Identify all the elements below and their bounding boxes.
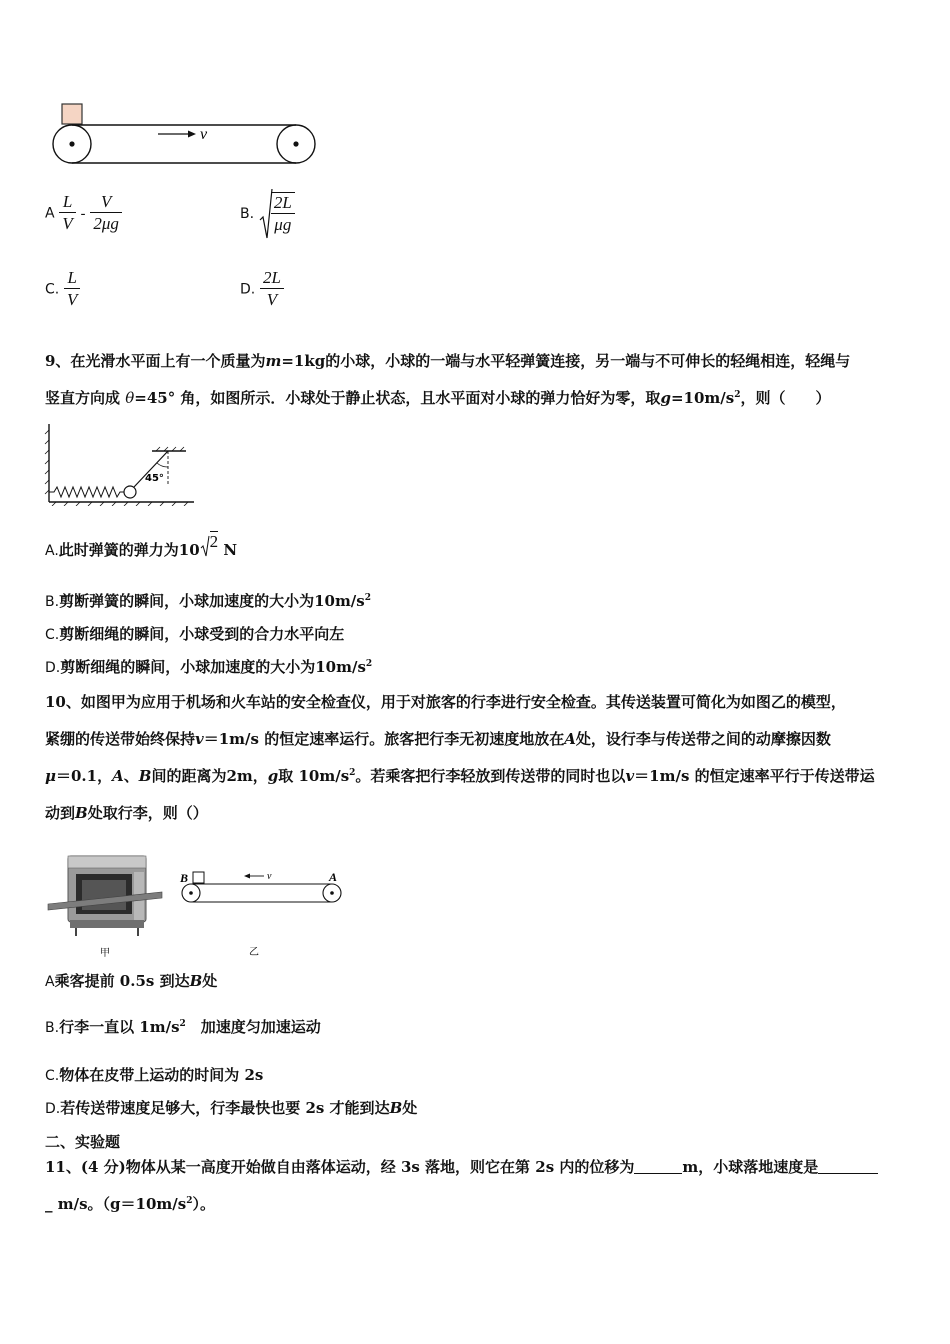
answer-blank-2[interactable] [818, 1159, 878, 1174]
velocity-label: v [200, 126, 208, 143]
option-text: 若传送带速度足够大，行李最快也要 2s 才能到达 [60, 1099, 390, 1117]
sqrt-radicand: 2 [209, 532, 219, 551]
var-A: A [564, 730, 576, 748]
denominator: 2μg [93, 214, 119, 233]
denominator: μg [274, 215, 292, 234]
text: m/s。（g＝10m/s [52, 1195, 187, 1213]
text: 竖直方向成 [45, 389, 126, 407]
option-letter: A. [45, 543, 59, 559]
scanner-base [70, 920, 144, 928]
text: =45° 角，如图所示．小球处于静止状态，且水平面对小球的弹力恰好为零，取 [134, 389, 661, 407]
q11-stem-line1 [45, 1157, 878, 1177]
var-B: B [189, 972, 203, 990]
option-letter: D. [45, 1101, 61, 1117]
spring [49, 487, 124, 497]
fraction [59, 192, 75, 235]
var-g: g [267, 767, 279, 785]
q9-option-c[interactable] [45, 624, 344, 645]
option-letter: A [45, 205, 55, 222]
q9-option-a[interactable] [45, 532, 238, 561]
text: 取 10m/s [278, 767, 350, 785]
spring-rope-figure-q9 [44, 420, 196, 506]
superscript: 2 [349, 768, 356, 778]
security-scanner-figure [46, 852, 164, 962]
scanner-top-panel [68, 856, 146, 868]
fraction [90, 192, 122, 235]
option-letter: C. [45, 1068, 60, 1084]
var-B: B [138, 767, 152, 785]
option-letter: D. [240, 281, 256, 298]
point-label-B: B [180, 871, 189, 885]
point-label-A: A [329, 870, 338, 884]
text: 11、(4 分)物体从某一高度开始做自由落体运动，经 3s 落地，则它在第 2s 内的位移为 [45, 1158, 635, 1176]
var-v: v [195, 730, 204, 748]
text: ＝1m/s 的恒定速率平行于传送带运 [634, 767, 875, 785]
option-text: 处 [202, 972, 218, 990]
fraction [271, 192, 295, 236]
option-letter: A [45, 974, 55, 990]
option-letter: C. [45, 627, 60, 643]
var-B: B [75, 804, 88, 822]
block [62, 104, 82, 124]
option-text: 剪断细绳的瞬间，小球受到的合力水平向左 [59, 625, 345, 643]
q10-option-c[interactable] [45, 1065, 263, 1086]
text: 处，设行李与传送带之间的动摩擦因数 [575, 730, 831, 748]
q8-option-a[interactable] [45, 192, 122, 235]
option-text: 剪断细绳的瞬间，小球加速度的大小为10m/s [60, 658, 366, 676]
option-text: 物体在皮带上运动的时间为 2s [59, 1066, 264, 1084]
q9-option-d[interactable] [45, 657, 372, 678]
var-A: A [112, 767, 124, 785]
q10-option-a[interactable] [45, 971, 217, 992]
q11-stem-line2 [45, 1194, 215, 1214]
option-letter: B. [45, 594, 60, 610]
left-pulley-axle [189, 891, 193, 895]
text: 。若乘客把行李轻放到传送带的同时也以 [355, 767, 626, 785]
section-title: 二、实验题 [45, 1133, 121, 1151]
q8-option-c[interactable] [45, 268, 80, 311]
q8-option-d[interactable] [240, 268, 284, 311]
denominator: V [67, 290, 78, 309]
var-mu: μ [45, 767, 56, 785]
text: ，则（ ） [740, 389, 831, 407]
q9-stem-line2 [45, 388, 830, 408]
q10-stem-line4 [45, 803, 208, 823]
text: 处取行李，则（） [87, 804, 208, 822]
text: 紧绷的传送带始终保持 [45, 730, 196, 748]
option-text: 处 [402, 1099, 418, 1117]
var-g: g [660, 389, 671, 407]
text: 9、在光滑水平面上有一个质量为 [45, 352, 266, 370]
var-v: v [625, 767, 635, 785]
text: =10m/s [670, 389, 735, 407]
var-B: B [389, 1099, 403, 1117]
luggage-block [193, 872, 204, 883]
fraction [64, 268, 80, 311]
unit-text: N [218, 541, 238, 559]
text: ）。 [192, 1195, 215, 1213]
option-letter: B. [45, 1020, 60, 1036]
q9-stem-line1 [45, 351, 850, 371]
fraction [260, 268, 284, 311]
denominator: V [62, 214, 73, 233]
text: ＝0.1， [55, 767, 113, 785]
var-theta: θ [125, 389, 135, 407]
q9-option-b[interactable] [45, 591, 371, 612]
answer-blank-1[interactable] [634, 1159, 682, 1174]
numerator: 2L [271, 193, 295, 214]
text: 、 [123, 767, 139, 785]
denominator: V [266, 290, 278, 309]
superscript: 2 [365, 659, 373, 669]
right-pulley-axle [330, 891, 334, 895]
figure-label-yi: 乙 [249, 947, 259, 958]
minus-sign: - [80, 204, 86, 223]
text: m，小球落地速度是 [682, 1158, 819, 1176]
text: 间的距离为2m， [151, 767, 268, 785]
superscript: 2 [364, 593, 371, 603]
superscript: 2 [734, 390, 741, 400]
q10-option-d[interactable] [45, 1098, 417, 1119]
numerator: L [64, 268, 80, 289]
text: 10、如图甲为应用于机场和火车站的安全检查仪，用于对旅客的行李进行安全检查。其传送装置可简化为如图乙的模型， [45, 693, 846, 711]
option-text: 行李一直以 1m/s [59, 1018, 180, 1036]
numerator: L [59, 192, 75, 213]
q10-stem-line1 [45, 692, 846, 712]
option-letter: B. [240, 206, 255, 222]
text: _ [45, 1195, 53, 1213]
sqrt-radical-icon [200, 535, 210, 557]
figure-label-jia: 甲 [100, 948, 110, 959]
numerator: V [90, 192, 122, 213]
superscript: 2 [186, 1196, 193, 1206]
velocity-arrow-head [188, 131, 196, 138]
text: ＝1m/s 的恒定速率运行。旅客把行李无初速度地放在 [203, 730, 565, 748]
angle-arc [157, 463, 168, 467]
superscript: 2 [179, 1019, 186, 1029]
conveyor-figure-q10 [176, 864, 346, 962]
option-text: 乘客提前 0.5s 到达 [54, 972, 190, 990]
velocity-arrow-head [244, 874, 250, 879]
angle-label: 45° [145, 473, 164, 484]
right-pulley-axle [293, 141, 298, 146]
conveyor-figure-q8 [40, 98, 330, 172]
text: =1kg的小球，小球的一端与水平轻弹簧连接，另一端与不可伸长的轻绳相连，轻绳与 [281, 352, 851, 370]
velocity-label: v [267, 871, 272, 882]
ball [124, 486, 136, 498]
option-letter: C. [45, 281, 60, 298]
option-text: 加速度匀加速运动 [185, 1018, 321, 1036]
numerator: 2L [260, 268, 284, 289]
text: 动到 [45, 804, 76, 822]
left-pulley-axle [69, 141, 74, 146]
var-m: m [265, 352, 282, 370]
option-text: 此时弹簧的弹力为10 [58, 541, 200, 559]
q10-stem-line3 [45, 766, 875, 786]
q10-option-b[interactable] [45, 1017, 321, 1038]
q10-stem-line2 [45, 729, 831, 749]
option-text: 剪断弹簧的瞬间，小球加速度的大小为10m/s [59, 592, 365, 610]
option-letter: D. [45, 660, 61, 676]
q8-option-b[interactable] [240, 188, 295, 240]
